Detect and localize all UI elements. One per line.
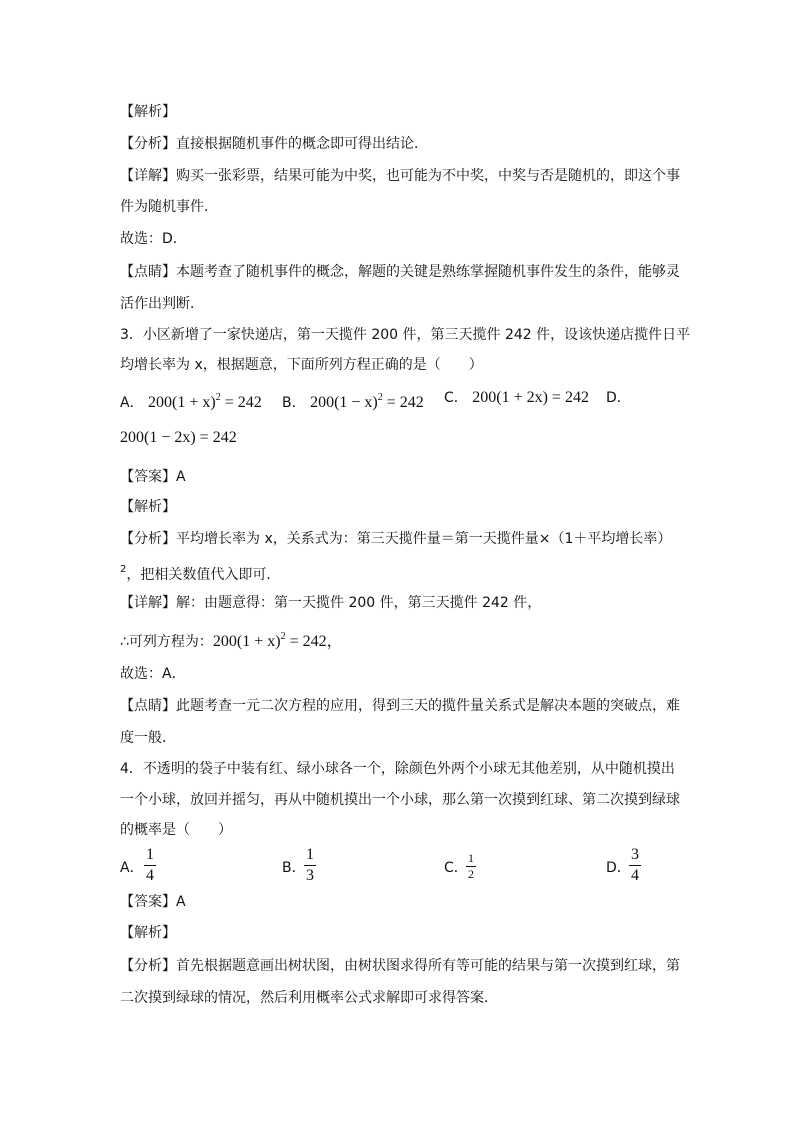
q4-analysis-line-1: 【分析】首先根据题意画出树状图，由树状图求得所有等可能的结果与第一次摸到红球，第 (120, 958, 680, 974)
q3-equation-rhs: = 242， (285, 633, 343, 650)
q3-option-c-expr: 200(1 + 2x) = 242 (472, 389, 589, 406)
q3-equation-line (120, 627, 343, 652)
q3-stem-line-1: 3．小区新增了一家快递店，第一天揽件 200 件，第三天揽件 242 件，设该快递店揽件日平 (120, 327, 691, 343)
q4-option-c-label: C． (444, 860, 468, 876)
q4-option-a-num: 1 (146, 846, 154, 863)
q3-comment-line-2: 度一般． (120, 730, 176, 746)
detail-line-1: 【详解】购买一张彩票，结果可能为中奖，也可能为不中奖，中奖与否是随机的，即这个事 (120, 168, 680, 184)
q3-analysis-line-2 (120, 560, 280, 585)
q3-stem-line-2: 均增长率为 x，根据题意，下面所列方程正确的是（ ） (120, 357, 483, 373)
q4-option-a-den: 4 (146, 867, 154, 884)
q4-option-b-fraction (304, 846, 316, 885)
q3-comment-line-1: 【点睛】此题考查一元二次方程的应用，得到三天的揽件量关系式是解决本题的突破点，难 (120, 698, 680, 714)
q3-option-d-expr: 200(1 − 2x) = 242 (120, 429, 237, 446)
q4-answer: 【答案】A (120, 894, 186, 910)
q3-option-a-label: A． (120, 395, 144, 411)
q3-option-b-exp: 2 (377, 392, 383, 403)
q3-option-b-label: B． (282, 395, 306, 411)
q3-option-a-expr: 200(1 + x) (148, 394, 216, 411)
q3-option-b-rhs: = 242 (382, 394, 424, 411)
q4-option-d-label: D． (606, 860, 631, 876)
q3-option-d (606, 388, 631, 408)
q3-detail-line: 【详解】解：由题意得：第一天揽件 200 件，第三天揽件 242 件， (120, 595, 542, 611)
q3-equation-prefix: ∴可列方程为： (120, 634, 213, 650)
q4-option-a-label: A． (120, 860, 144, 876)
q4-option-b-den: 3 (306, 867, 314, 884)
comment-line-1: 【点睛】本题考查了随机事件的概念，解题的关键是熟练掌握随机事件发生的条件，能够灵 (120, 264, 680, 280)
q4-option-c-fraction (466, 852, 476, 881)
section-heading-jiexi: 【解析】 (120, 104, 176, 120)
fraction-bar (629, 865, 641, 866)
q3-option-b (282, 388, 424, 413)
q4-stem-line-1: 4．不透明的袋子中装有红、绿小球各一个，除颜色外两个小球无其他差别，从中随机摸出 (120, 761, 675, 777)
q3-answer: 【答案】A (120, 469, 186, 485)
q4-option-c-num: 1 (468, 851, 474, 865)
q3-option-a-exp: 2 (215, 392, 221, 403)
q4-option-c-den: 2 (468, 867, 474, 881)
q3-choice: 故选：A． (120, 666, 186, 682)
q4-option-d-num: 3 (631, 846, 639, 863)
q3-option-d-label: D． (606, 390, 631, 406)
q3-analysis-rest: ，把相关数值代入即可． (126, 567, 281, 583)
fraction-bar (304, 865, 316, 866)
q3-option-a (120, 388, 262, 413)
q4-jiexi: 【解析】 (120, 925, 176, 941)
analysis-line: 【分析】直接根据随机事件的概念即可得出结论． (120, 136, 428, 152)
q3-option-d-expr-line (120, 428, 237, 448)
fraction-bar (144, 865, 156, 866)
detail-line-2: 件为随机事件． (120, 199, 218, 215)
comment-line-2: 活作出判断． (120, 296, 204, 312)
q4-option-d-den: 4 (631, 867, 639, 884)
q4-option-d-fraction (629, 846, 641, 885)
q3-jiexi: 【解析】 (120, 499, 176, 515)
q3-analysis-line-1: 【分析】平均增长率为 x，关系式为：第三天揽件量＝第一天揽件量×（1＋平均增长率） (120, 531, 672, 547)
q4-analysis-line-2: 二次摸到绿球的情况，然后利用概率公式求解即可求得答案． (120, 990, 498, 1006)
q3-option-c-label: C． (444, 390, 468, 406)
q4-option-b-label: B． (282, 860, 306, 876)
q4-stem-line-2: 一个小球，放回并摇匀，再从中随机摸出一个小球，那么第一次摸到红球、第二次摸到绿球 (120, 792, 680, 808)
q4-option-b-num: 1 (306, 846, 314, 863)
q3-equation-exp: 2 (280, 631, 286, 642)
q3-option-b-expr: 200(1 − x) (310, 394, 378, 411)
q3-equation-expr: 200(1 + x) (212, 633, 281, 650)
q3-option-a-rhs: = 242 (220, 394, 262, 411)
q3-option-c (444, 388, 589, 408)
q4-option-a-fraction (144, 846, 156, 885)
q4-stem-line-3: 的概率是（ ） (120, 822, 232, 838)
choice-line: 故选：D． (120, 231, 187, 247)
q3-analysis-sup: 2 (120, 564, 127, 575)
